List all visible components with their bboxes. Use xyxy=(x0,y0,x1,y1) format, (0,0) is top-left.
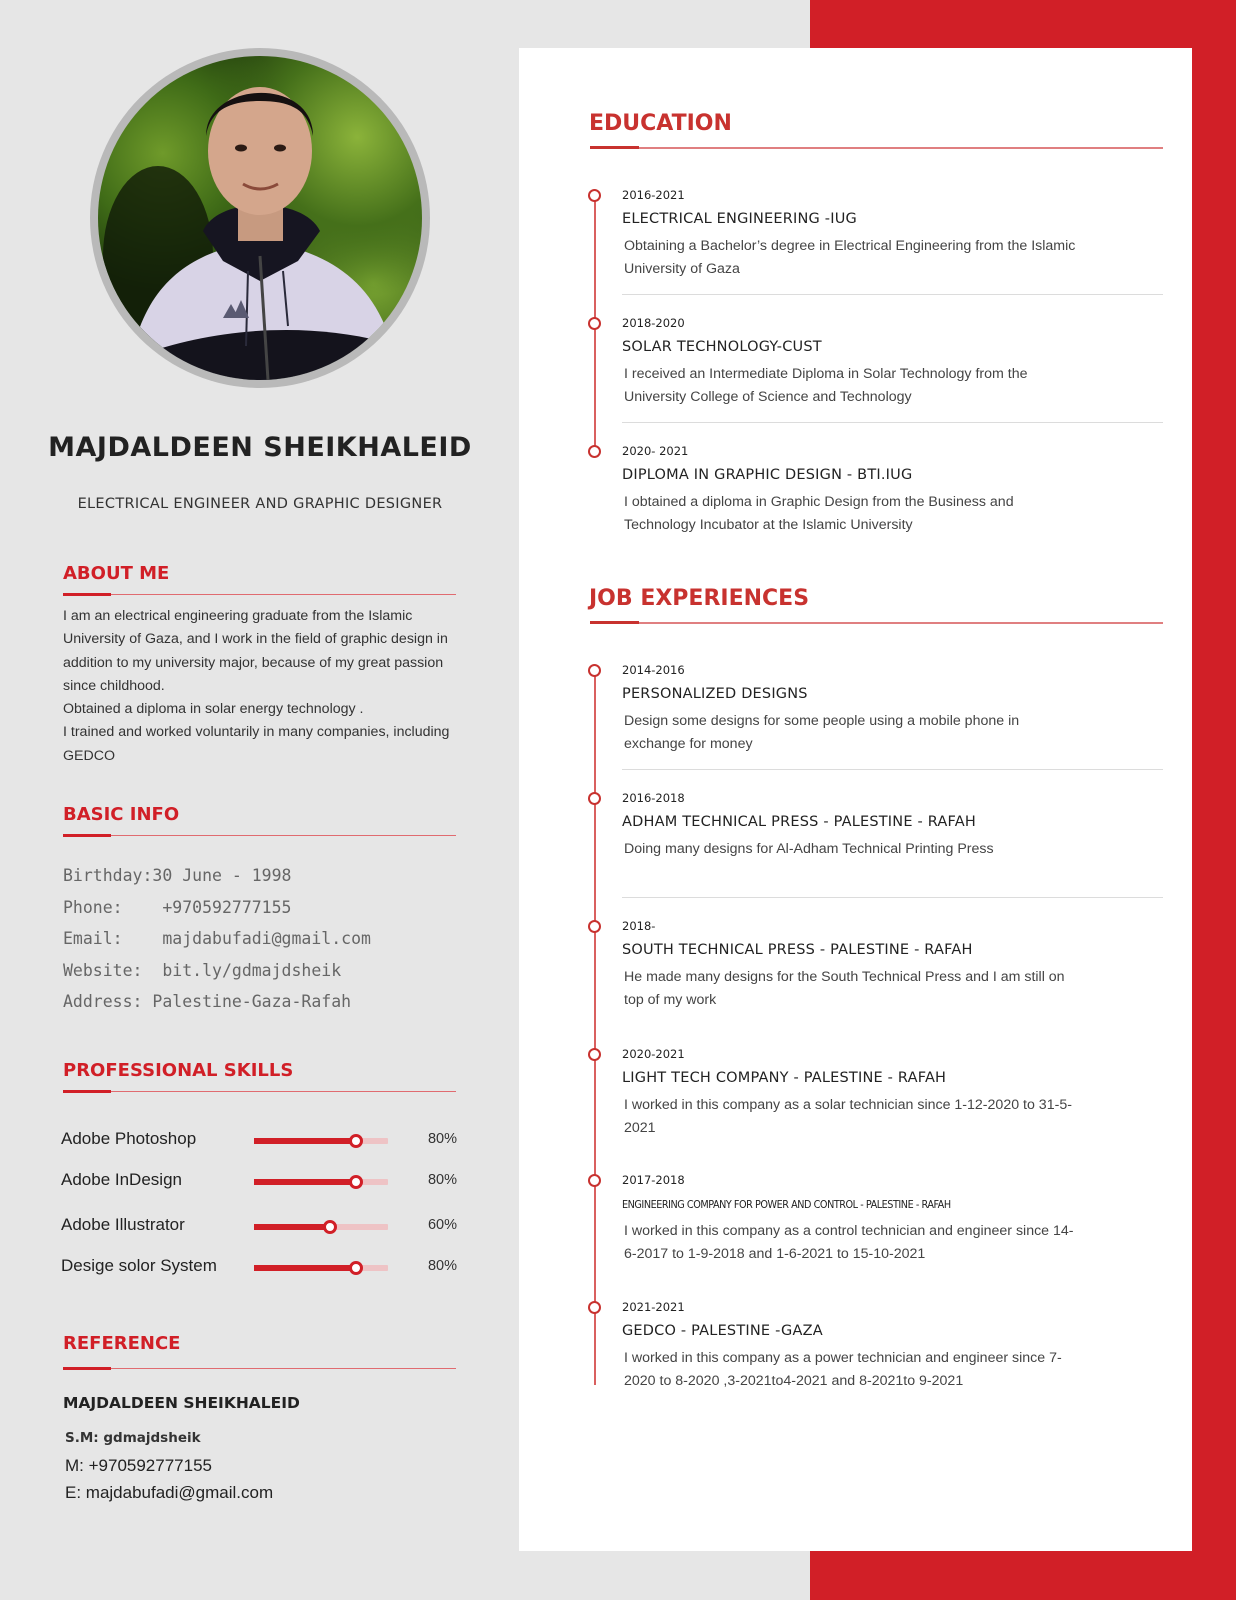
entry-title: SOLAR TECHNOLOGY-CUST xyxy=(622,339,822,355)
skill-name: Adobe Illustrator xyxy=(61,1215,185,1234)
skill-row xyxy=(61,1170,461,1194)
entry-description: He made many designs for the South Technical Press and I am still on top of my work xyxy=(624,969,1065,1009)
skill-bar xyxy=(254,1224,388,1230)
skill-row xyxy=(61,1256,461,1280)
reference-rule xyxy=(63,1368,456,1369)
jobs-rule xyxy=(590,622,1163,624)
skill-percent: 80% xyxy=(427,1172,457,1188)
entry-date: 2018-2020 xyxy=(622,316,685,330)
about-rule xyxy=(63,594,456,595)
skills-rule xyxy=(63,1091,456,1092)
info-label: Email: xyxy=(63,929,163,949)
timeline-dot-icon xyxy=(588,1174,601,1187)
reference-social: S.M: gdmajdsheik xyxy=(65,1430,201,1446)
skill-name: Adobe InDesign xyxy=(61,1170,182,1189)
entry-date: 2020-2021 xyxy=(622,1047,685,1061)
skill-row xyxy=(61,1215,461,1239)
skill-bar xyxy=(254,1179,388,1185)
entry-title: PERSONALIZED DESIGNS xyxy=(622,686,808,702)
skill-bar-knob xyxy=(349,1261,363,1275)
entry-description: I worked in this company as a power technician and engineer since 7-2020 to 8-2020 ,3-2021to4-2021 and 8-2021to 9-2021 xyxy=(624,1350,1062,1390)
skill-percent: 80% xyxy=(427,1258,457,1274)
info-label: Birthday: xyxy=(63,866,153,885)
basic-info-list xyxy=(63,866,371,1024)
jobs-heading: JOB EXPERIENCES xyxy=(589,586,810,611)
skill-bar-knob xyxy=(323,1220,337,1234)
reference-heading: REFERENCE xyxy=(63,1333,181,1354)
candidate-title: ELECTRICAL ENGINEER AND GRAPHIC DESIGNER xyxy=(77,496,443,512)
about-heading: ABOUT ME xyxy=(63,563,170,584)
candidate-name: MAJDALDEEN SHEIKHALEID xyxy=(48,432,472,463)
timeline-dot-icon xyxy=(588,1301,601,1314)
basic-info-heading: BASIC INFO xyxy=(63,804,180,825)
timeline-dot-icon xyxy=(588,445,601,458)
reference-mobile: M: +970592777155 xyxy=(65,1456,212,1475)
skill-percent: 60% xyxy=(427,1217,457,1233)
timeline-dot-icon xyxy=(588,920,601,933)
timeline-dot-icon xyxy=(588,317,601,330)
profile-photo xyxy=(98,56,422,380)
entry-description: Obtaining a Bachelor’s degree in Electrical Engineering from the Islamic University of Gaza xyxy=(624,238,1076,278)
timeline-dot-icon xyxy=(588,664,601,677)
info-value: bit.ly/gdmajdsheik xyxy=(162,960,342,980)
skill-name: Desige solor System xyxy=(61,1256,217,1275)
reference-email: E: majdabufadi@gmail.com xyxy=(65,1483,274,1502)
entry-title: LIGHT TECH COMPANY - PALESTINE - RAFAH xyxy=(622,1070,947,1086)
entry-separator xyxy=(622,422,1163,423)
info-value: Palestine-Gaza-Rafah xyxy=(152,992,352,1012)
timeline-dot-icon xyxy=(588,792,601,805)
jobs-timeline-line xyxy=(594,675,596,1385)
info-value: +970592777155 xyxy=(162,897,292,917)
entry-date: 2016-2021 xyxy=(622,188,685,202)
basic-info-rule xyxy=(63,835,456,836)
person-illustration xyxy=(98,56,422,380)
entry-date: 2016-2018 xyxy=(622,791,685,805)
about-text xyxy=(63,605,463,768)
entry-title: ADHAM TECHNICAL PRESS - PALESTINE - RAFAH xyxy=(622,814,976,830)
entry-description: I obtained a diploma in Graphic Design from the Business and Technology Incubator at the Islamic University xyxy=(624,494,1014,534)
skill-bar-fill xyxy=(254,1138,356,1144)
skill-bar-knob xyxy=(349,1175,363,1189)
timeline-dot-icon xyxy=(588,189,601,202)
skills-heading: PROFESSIONAL SKILLS xyxy=(63,1060,294,1081)
skill-name: Adobe Photoshop xyxy=(61,1129,197,1148)
entry-separator xyxy=(622,769,1163,770)
entry-title: SOUTH TECHNICAL PRESS - PALESTINE - RAFAH xyxy=(622,942,973,958)
about-paragraph: I am an electrical engineering graduate from the Islamic University of Gaza, and I work in the field of graphic design in addition to my university major, because of my great passion since childhood. xyxy=(63,608,448,694)
skill-percent: 80% xyxy=(427,1131,457,1147)
skill-bar-fill xyxy=(254,1179,356,1185)
skill-row xyxy=(61,1129,461,1153)
about-paragraph: I trained and worked voluntarily in many companies, including GEDCO xyxy=(63,724,450,764)
entry-date: 2021-2021 xyxy=(622,1300,685,1314)
entry-description: I received an Intermediate Diploma in Solar Technology from the University College of Science and Technology xyxy=(624,366,1028,406)
entry-separator xyxy=(622,897,1163,898)
skill-bar xyxy=(254,1138,388,1144)
skill-bar-fill xyxy=(254,1224,330,1230)
education-rule xyxy=(590,147,1163,149)
entry-title: ENGINEERING COMPANY FOR POWER AND CONTROL - PALESTINE - RAFAH xyxy=(622,1199,951,1211)
info-row-phone xyxy=(63,898,371,930)
timeline-dot-icon xyxy=(588,1048,601,1061)
entry-description: I worked in this company as a solar technician since 1-12-2020 to 31-5-2021 xyxy=(624,1097,1072,1137)
skill-bar-knob xyxy=(349,1134,363,1148)
info-label: Website: xyxy=(63,960,163,980)
entry-separator xyxy=(622,294,1163,295)
entry-description: Doing many designs for Al-Adham Technical Printing Press xyxy=(624,841,994,857)
entry-date: 2017-2018 xyxy=(622,1173,685,1187)
entry-title: ELECTRICAL ENGINEERING -IUG xyxy=(622,211,857,227)
entry-title: GEDCO - PALESTINE -GAZA xyxy=(622,1323,823,1339)
info-value: majdabufadi@gmail.com xyxy=(162,929,371,949)
entry-description: I worked in this company as a control technician and engineer since 14-6-2017 to 1-9-2018 and 1-6-2021 to 15-10-2021 xyxy=(624,1223,1074,1263)
info-row-email xyxy=(63,929,371,961)
entry-date: 2020- 2021 xyxy=(622,444,689,458)
about-paragraph: Obtained a diploma in solar energy technology . xyxy=(63,701,364,718)
info-row-address xyxy=(63,992,371,1024)
info-label: Phone: xyxy=(63,897,163,917)
skill-bar-fill xyxy=(254,1265,356,1271)
info-row-birthday xyxy=(63,866,371,898)
entry-title: DIPLOMA IN GRAPHIC DESIGN - BTI.IUG xyxy=(622,467,913,483)
entry-date: 2014-2016 xyxy=(622,663,685,677)
reference-name: MAJDALDEEN SHEIKHALEID xyxy=(63,1394,300,1412)
info-label: Address: xyxy=(63,992,153,1012)
profile-photo-frame xyxy=(90,48,430,388)
info-row-website xyxy=(63,961,371,993)
entry-date: 2018- xyxy=(622,919,656,933)
entry-description: Design some designs for some people using a mobile phone in exchange for money xyxy=(624,713,1020,753)
info-value: 30 June - 1998 xyxy=(152,866,292,885)
education-heading: EDUCATION xyxy=(589,111,732,136)
skill-bar xyxy=(254,1265,388,1271)
